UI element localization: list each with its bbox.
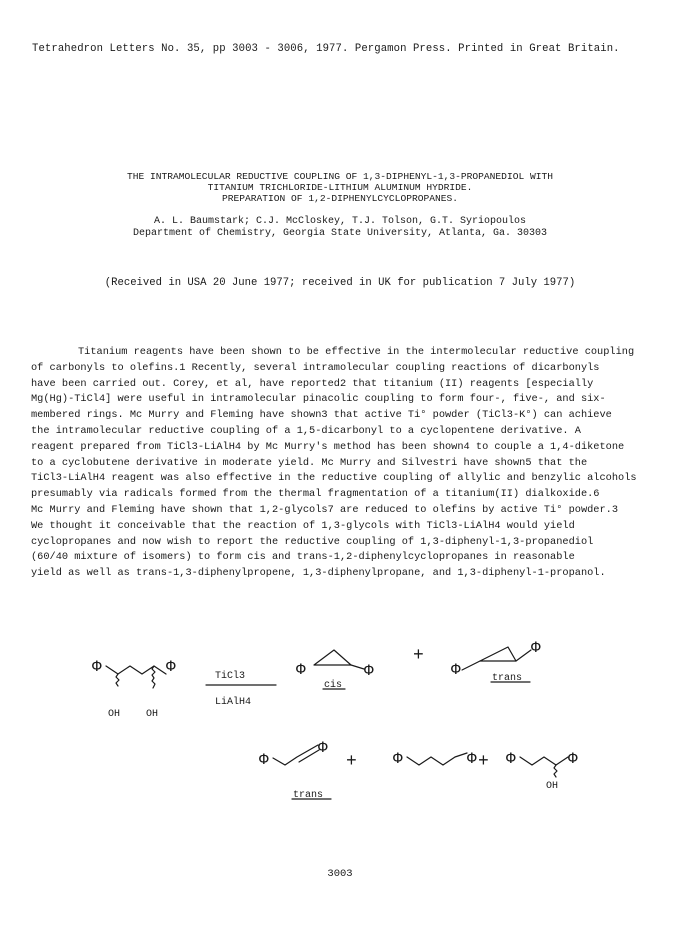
plus-sign: + (478, 752, 489, 772)
body-line: Titanium reagents have been shown to be effective in the intermolecular reductive coupling (78, 346, 635, 358)
body-line: to a cyclobutene derivative in moderate yield. Mc Murry and Silvestri have shown5 that the (31, 456, 588, 469)
phenyl-symbol: Φ (259, 751, 269, 769)
cis-bond (351, 665, 364, 669)
author-list: A. L. Baumstark; C.J. McCloskey, T.J. Tolson, G.T. Syriopoulos (153, 216, 527, 227)
body-line: Mg(Hg)-TiCl4] were useful in intramolecular pinacolic coupling to form four-, five-, and six- (31, 393, 606, 406)
phenyl-symbol: Φ (531, 639, 541, 657)
body-line: TiCl3-LiAlH4 reagent was also effective in the reductive coupling of allylic and benzylic alcohols (31, 472, 637, 485)
phenyl-symbol: Φ (568, 750, 578, 768)
page-number: 3003 (327, 868, 353, 880)
phenyl-symbol: Φ (364, 662, 374, 680)
body-line: yield as well as trans-1,3-diphenylpropene, 1,3-diphenylpropane, and 1,3-diphenyl-1-propanol. (31, 567, 606, 580)
body-line: presumably via radicals formed from the thermal fragmentation of a titanium(II) dialkoxide.6 (31, 488, 600, 501)
body-paragraph (31, 345, 656, 582)
body-line: of carbonyls to olefins.1 Recently, several intramolecular coupling reactions of dicarbonyls (31, 361, 600, 374)
trans-bond-right (516, 650, 531, 661)
body-line: cyclopropanes and now wish to report the reductive coupling of 1,3-diphenyl-1,3-propanediol (31, 535, 594, 548)
body-line: We thought it conceivable that the reaction of 1,3-glycols with TiCl3-LiAlH4 would yield (31, 519, 575, 532)
cis-label: cis (324, 680, 343, 691)
hydroxyl-label: OH (108, 709, 121, 720)
journal-citation-line: Tetrahedron Letters No. 35, pp 3003 - 3006, 1977. Pergamon Press. Printed in Great Britain. (32, 43, 620, 55)
received-dates: (Received in USA 20 June 1977; received in UK for publication 7 July 1977) (104, 277, 576, 289)
body-line: reagent prepared from TiCl3-LiAlH4 by Mc Murry's method has been shown4 to couple a 1,4-diketone (31, 440, 625, 453)
trans-bond-left (462, 661, 480, 670)
cis-cyclopropane-ring (314, 650, 351, 665)
phenyl-symbol: Φ (296, 661, 306, 679)
author-affiliation: Department of Chemistry, Georgia State University, Atlanta, Ga. 30303 (132, 228, 548, 239)
plus-sign: + (413, 646, 424, 666)
diol-chain (106, 666, 166, 674)
phenyl-symbol: Φ (393, 750, 403, 768)
title-line-2: TITANIUM TRICHLORIDE-LITHIUM ALUMINUM HYDRIDE. (207, 182, 473, 193)
reagent-ticl3: TiCl3 (215, 671, 246, 682)
oh-bond-left (116, 674, 119, 686)
phenyl-symbol: Φ (92, 658, 102, 676)
trans-propene-label: trans (293, 790, 324, 801)
trans-label: trans (492, 673, 523, 684)
title-line-3: PREPARATION OF 1,2-DIPHENYLCYCLOPROPANES. (221, 193, 459, 204)
body-line: the intramolecular reductive coupling of a 1,5-dicarbonyl to a cyclopentene derivative. A (31, 424, 581, 437)
propene-double-bond (299, 750, 319, 762)
propanol-oh-bond (554, 765, 557, 777)
trans-cyclopropane-ring (480, 647, 516, 661)
body-line: membered rings. Mc Murry and Fleming have shown3 that active Ti° powder (TiCl3-K°) can achieve (31, 409, 612, 422)
phenyl-symbol: Φ (506, 750, 516, 768)
propanol-chain (520, 757, 568, 765)
hydroxyl-label: OH (146, 709, 159, 720)
title-line-1: THE INTRAMOLECULAR REDUCTIVE COUPLING OF 1,3-DIPHENYL-1,3-PROPANEDIOL WITH (126, 171, 554, 182)
phenyl-symbol: Φ (318, 739, 328, 757)
propane-chain (407, 753, 467, 765)
phenyl-symbol: Φ (451, 661, 461, 679)
reaction-scheme (0, 630, 680, 845)
phenyl-symbol: Φ (166, 658, 176, 676)
body-line: have been carried out. Corey, et al, have reported2 that titanium (II) reagents [especially (31, 377, 594, 390)
reagent-lialh4: LiAlH4 (215, 697, 252, 708)
plus-sign: + (346, 752, 357, 772)
hydroxyl-label: OH (546, 781, 559, 792)
body-line: Mc Murry and Fleming have shown that 1,2-glycols7 are reduced to olefins by active Ti° powder.3 (31, 503, 619, 516)
oh-bond-right (152, 666, 155, 688)
body-line: (60/40 mixture of isomers) to form cis and trans-1,2-diphenylcyclopropanes in reasonable (31, 551, 575, 564)
phenyl-symbol: Φ (467, 750, 477, 768)
